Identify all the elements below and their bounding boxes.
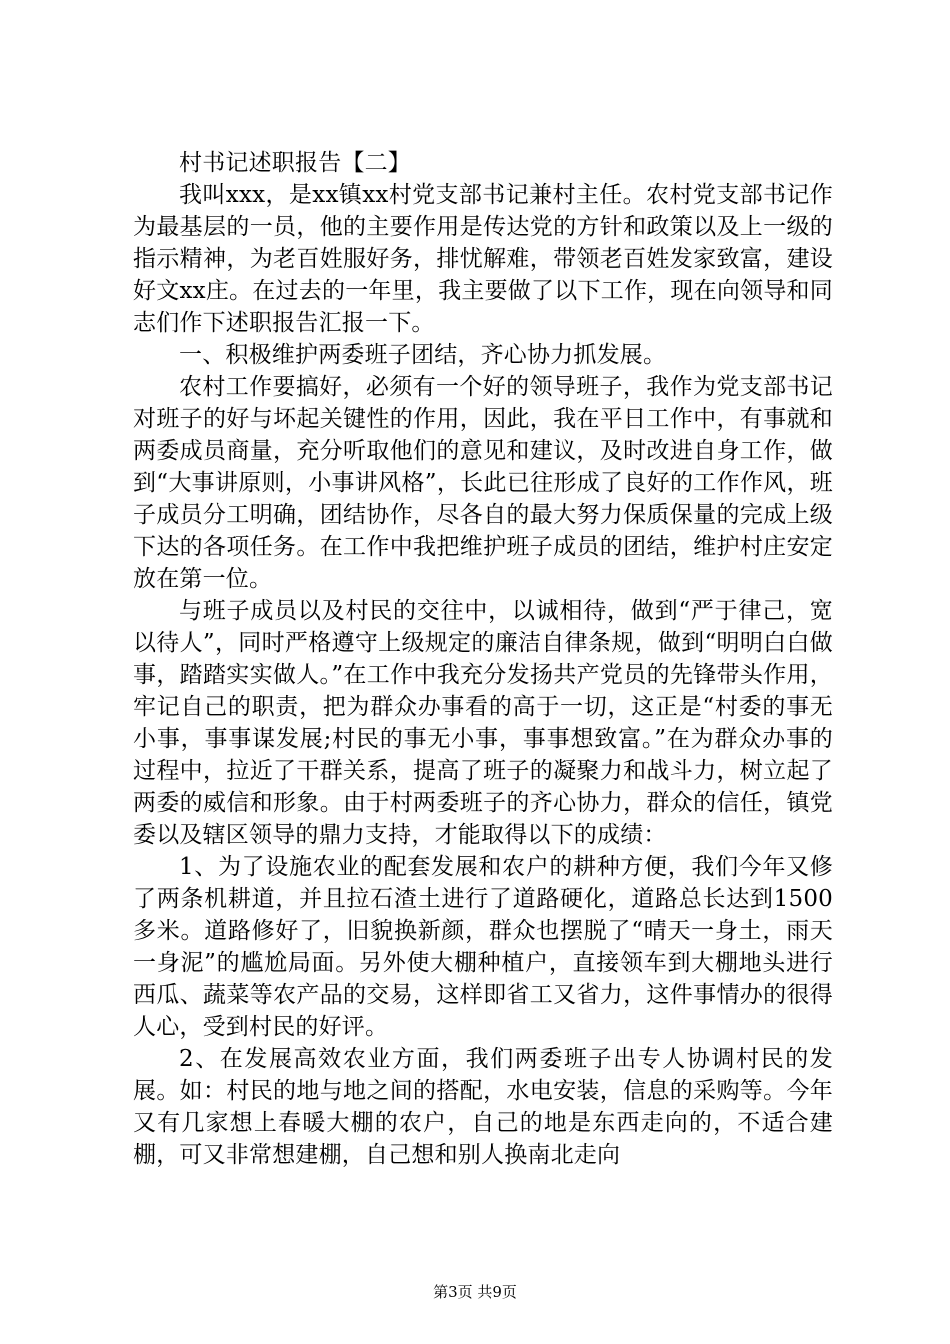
paragraph-achievement-1: 1、为了设施农业的配套发展和农户的耕种方便，我们今年又修了两条机耕道，并且拉石渣土进行了道路硬化，道路总长达到1500多米。道路修好了，旧貌换新颜，群众也摆脱了“晴天一身土，雨天一身泥”的尴尬局面。另外使大棚种植户，直接领车到大棚地头进行西瓜、蔬菜等农产品的交易，这样即省工又省力，这件事情办的很得人心，受到村民的好评。 — [133, 854, 833, 1040]
document-title: 村书记述职报告【二】 — [179, 150, 411, 176]
page-number-footer: 第3页 共9页 — [433, 1283, 517, 1301]
paragraph-relations: 与班子成员以及村民的交往中，以诚相待，做到“严于律己，宽以待人”，同时严格遵守上级规定的廉洁自律条规，做到“明明白白做事，踏踏实实做人。”在工作中我充分发扬共产党员的先锋带头作用，牢记自己的职责，把为群众办事看的高于一切，这正是“村委的事无小事，事事谋发展;村民的事无小事，事事想致富。”在为群众办事的过程中，拉近了干群关系，提高了班子的凝聚力和战斗力，树立起了两委的威信和形象。由于村两委班子的齐心协力，群众的信任，镇党委以及辖区领导的鼎力支持，才能取得以下的成绩： — [133, 598, 833, 848]
section-heading-1: 一、积极维护两委班子团结，齐心协力抓发展。 — [179, 342, 667, 368]
paragraph-achievement-2: 2、在发展高效农业方面，我们两委班子出专人协调村民的发展。如：村民的地与地之间的搭配，水电安装，信息的采购等。今年又有几家想上春暖大棚的农户，自己的地是东西走向的，不适合建棚，可又非常想建棚，自己想和别人换南北走向 — [133, 1046, 833, 1168]
paragraph-intro: 我叫xxx，是xx镇xx村党支部书记兼村主任。农村党支部书记作为最基层的一员，他的主要作用是传达党的方针和政策以及上一级的指示精神，为老百姓服好务，排忧解难，带领老百姓发家致富，建设好文xx庄。在过去的一年里，我主要做了以下工作，现在向领导和同志们作下述职报告汇报一下。 — [133, 182, 833, 336]
paragraph-leadership: 农村工作要搞好，必须有一个好的领导班子，我作为党支部书记对班子的好与坏起关键性的作用，因此，我在平日工作中，有事就和两委成员商量，充分听取他们的意见和建议，及时改进自身工作，做到“大事讲原则，小事讲风格”，长此已往形成了良好的工作作风，班子成员分工明确，团结协作，尽各自的最大努力保质保量的完成上级下达的各项任务。在工作中我把维护班子成员的团结，维护村庄安定放在第一位。 — [133, 374, 833, 592]
document-body — [133, 147, 833, 1171]
